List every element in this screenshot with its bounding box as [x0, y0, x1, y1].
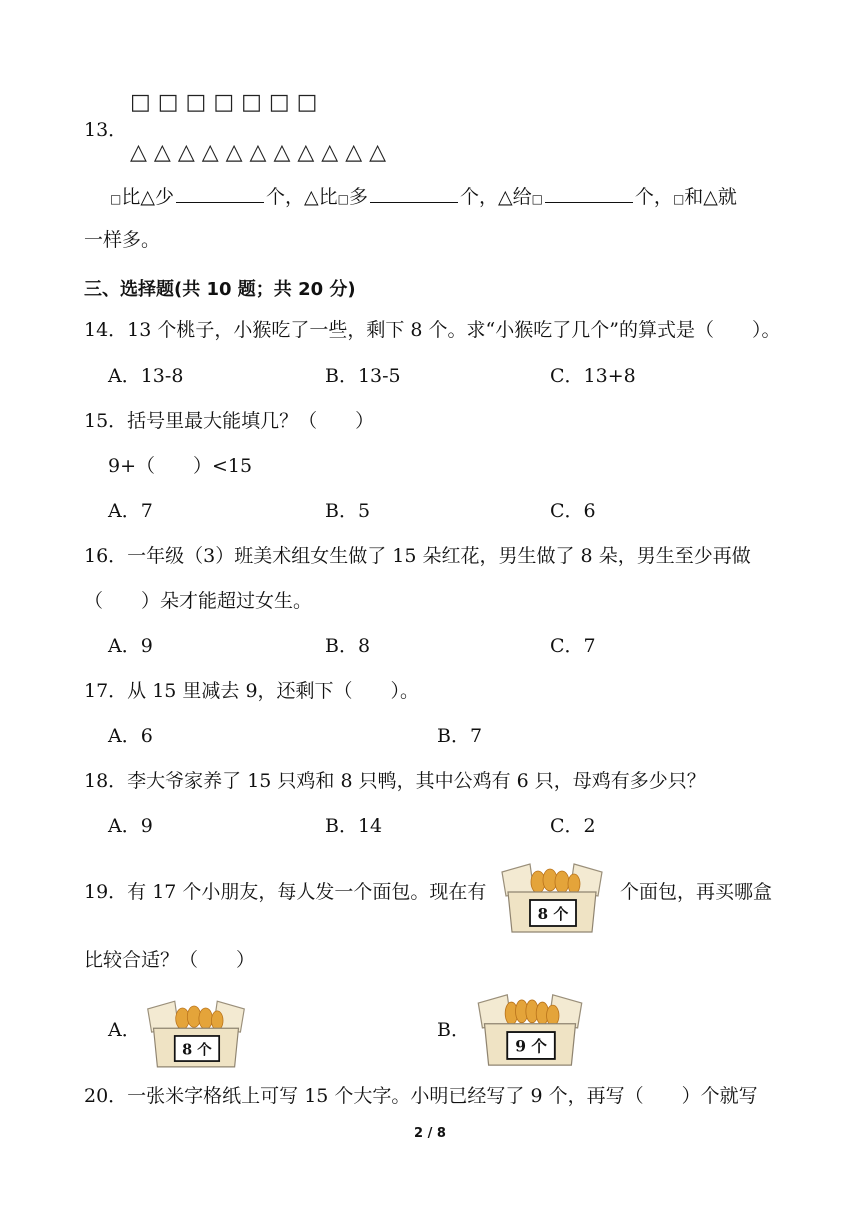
question-19-stem-b: 个面包，再买哪盒 [620, 881, 773, 903]
q13-number: 13． [84, 119, 128, 141]
q14-option-a[interactable]: A．13-8 [108, 365, 184, 387]
q18-option-c[interactable]: C．2 [550, 815, 596, 837]
question-19-stem-cont: 比较合适？（ ） [84, 949, 256, 971]
question-16-stem-cont: （ ）朵才能超过女生。 [84, 590, 313, 612]
q13-line1 [110, 184, 737, 211]
option-b-box-label: 9 个 [515, 1036, 547, 1056]
square-symbol: □ [337, 192, 349, 206]
q13-text-b: 个，△比 [265, 186, 338, 208]
q18-option-b[interactable]: B．14 [325, 815, 383, 837]
bread-box-8-option-icon[interactable] [140, 998, 252, 1072]
question-16-stem: 16．一年级（3）班美术组女生做了 15 朵红花，男生做了 8 朵，男生至少再做 [84, 545, 751, 567]
q13-text-f: 和△就 [684, 186, 737, 208]
question-18-stem: 18．李大爷家养了 15 只鸡和 8 只鸭，其中公鸡有 6 只，母鸡有多少只？ [84, 770, 706, 792]
q14-option-b[interactable]: B．13-5 [325, 365, 401, 387]
triangles-row: △ △ △ △ △ △ △ △ △ △ △ [130, 140, 387, 165]
square-symbol: □ [672, 192, 685, 206]
bread-box-9-option-icon[interactable] [470, 992, 590, 1070]
q18-option-a[interactable]: A．9 [108, 815, 153, 837]
q16-option-b[interactable]: B．8 [325, 635, 371, 657]
answer-blank-1[interactable] [176, 184, 264, 203]
q15-option-a[interactable]: A．7 [108, 500, 153, 522]
answer-blank-2[interactable] [370, 184, 458, 203]
square-symbol: □ [531, 192, 543, 206]
question-19-stem-a: 19．有 17 个小朋友，每人发一个面包。现在有 [84, 881, 487, 903]
question-14-stem: 14．13 个桃子，小猴吃了一些，剩下 8 个。求“小猴吃了几个”的算式是（ ）。 [84, 319, 781, 341]
q13-line2: 一样多。 [84, 229, 161, 251]
q19-option-a[interactable]: A． [108, 1019, 141, 1041]
q15-option-c[interactable]: C．6 [550, 500, 596, 522]
q13-text-d: 个，△给 [459, 186, 532, 208]
squares-row: □ □ □ □ □ □ □ [130, 90, 318, 115]
question-17-stem: 17．从 15 里减去 9，还剩下（ ）。 [84, 680, 420, 702]
q13-text-a: 比△少 [121, 186, 174, 208]
q16-option-a[interactable]: A．9 [108, 635, 153, 657]
page-number: 2 / 8 [414, 1126, 446, 1141]
question-15-stem: 15．括号里最大能填几？（ ） [84, 410, 375, 432]
square-symbol: □ [110, 192, 122, 206]
bread-box-8-icon [494, 862, 610, 936]
q17-option-b[interactable]: B．7 [437, 725, 483, 747]
q15-option-b[interactable]: B．5 [325, 500, 371, 522]
question-20-stem: 20．一张米字格纸上可写 15 个大字。小明已经写了 9 个，再写（ ）个就写 [84, 1085, 758, 1107]
option-a-box-label: 8 个 [182, 1041, 212, 1059]
answer-blank-3[interactable] [545, 184, 633, 203]
q17-option-a[interactable]: A．6 [108, 725, 153, 747]
q16-option-c[interactable]: C．7 [550, 635, 596, 657]
q15-expression: 9+（ ）<15 [108, 455, 253, 477]
q13-text-e: 个， [634, 186, 673, 208]
q13-text-c: 多 [348, 186, 368, 208]
q14-option-c[interactable]: C．13+8 [550, 365, 636, 387]
q19-option-b[interactable]: B． [437, 1019, 470, 1041]
section-heading: 三、选择题(共 10 题；共 20 分) [84, 279, 356, 300]
bread-box-label: 8 个 [537, 905, 569, 923]
